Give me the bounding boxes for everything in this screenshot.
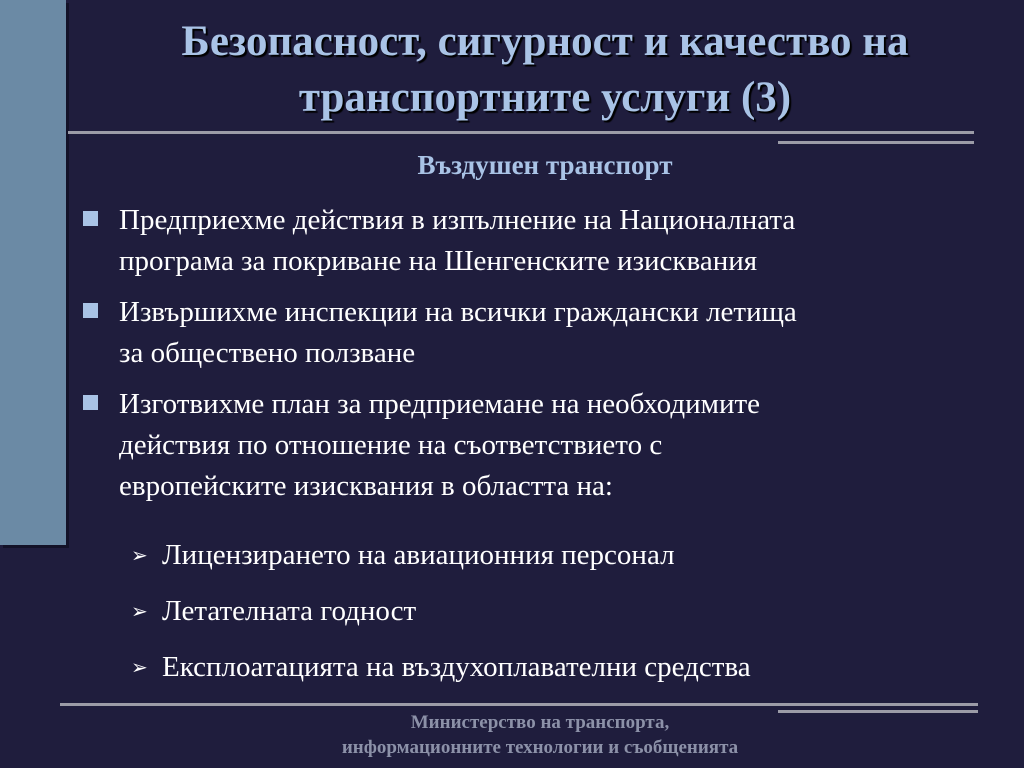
side-accent-bar [0, 0, 66, 545]
bullet-text-line: действия по отношение на съответствието с [119, 429, 663, 461]
title-divider [68, 131, 974, 134]
footer-divider [60, 703, 978, 706]
slide-title-line-2: транспортните услуги (3) [298, 74, 792, 121]
square-bullet-icon [83, 303, 98, 318]
slide-subtitle: Въздушен транспорт [417, 150, 673, 180]
sub-bullet-text: Експлоатацията на въздухоплавателни средства [162, 651, 751, 683]
square-bullet-icon [83, 395, 98, 410]
bullet-text-line: Изготвихме план за предприемане на необходимите [119, 388, 761, 420]
bullet-item [82, 384, 1002, 507]
arrow-bullet-icon: ➢ [131, 599, 148, 623]
slide-title-line-1: Безопасност, сигурност и качество на [181, 18, 909, 65]
sub-bullet-text: Летателната годност [162, 595, 417, 627]
bullet-text-line: европейските изисквания в областта на: [119, 470, 613, 502]
footer-ministry-name [200, 710, 880, 760]
square-bullet-icon [83, 211, 98, 226]
sub-bullet-item [131, 647, 1011, 688]
bullet-item [82, 292, 1002, 374]
slide-title [80, 14, 1010, 126]
sub-bullet-item [131, 535, 1011, 576]
bullet-text-line: програма за покриване на Шенгенските изисквания [119, 245, 758, 277]
sub-bullet-item [131, 591, 1011, 632]
title-divider-accent [778, 141, 974, 144]
footer-line-1: Министерство на транспорта, [410, 712, 670, 733]
bullet-item [82, 200, 1002, 282]
bullet-text-line: Извършихме инспекции на всички граждански летища [119, 296, 797, 328]
sub-bullet-text: Лицензирането на авиационния персонал [162, 539, 675, 571]
bullet-list [82, 200, 1002, 517]
arrow-bullet-icon: ➢ [131, 543, 148, 567]
sub-bullet-list [131, 535, 1011, 703]
bullet-text-line: за обществено ползване [119, 337, 416, 369]
arrow-bullet-icon: ➢ [131, 655, 148, 679]
bullet-text-line: Предприехме действия в изпълнение на Националната [119, 204, 796, 236]
footer-line-2: информационните технологии и съобщенията [341, 737, 739, 758]
